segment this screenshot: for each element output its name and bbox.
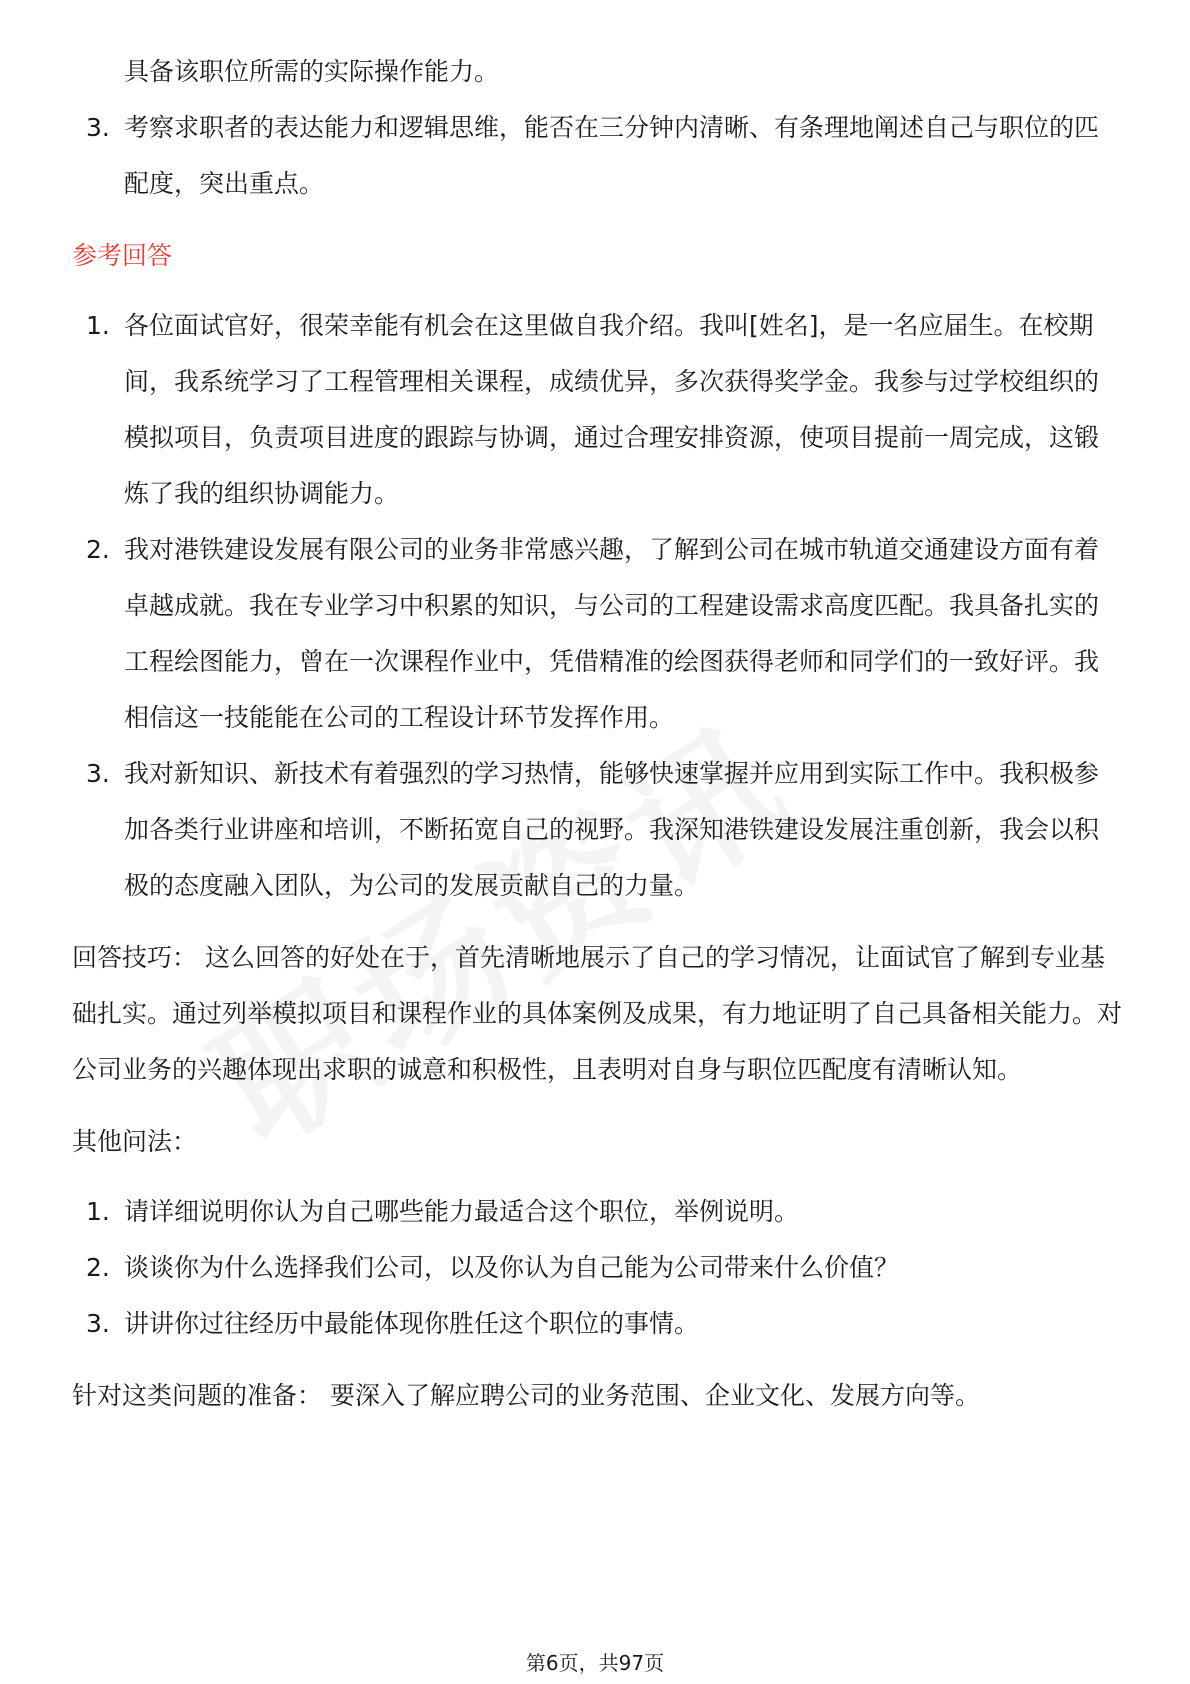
reference-answer-list [72,298,1122,914]
preparation-text: 要深入了解应聘公司的业务范围、企业文化、发展方向等。 [329,1381,980,1410]
list-text: 我对新知识、新技术有着强烈的学习热情，能够快速掌握并应用到实际工作中。我积极参加各类行业讲座和培训，不断拓宽自己的视野。我深知港铁建设发展注重创新，我会以积极的态度融入团队，为公司的发展贡献自己的力量。 [124,759,1100,900]
list-number: 3. [86,1309,110,1338]
list-item [72,1184,1122,1240]
reference-answer-heading: 参考回答 [72,241,173,270]
answer-tips [72,930,1122,1098]
list-text: 请详细说明你认为自己哪些能力最适合这个职位，举例说明。 [124,1197,800,1226]
other-questions-list [72,1184,1122,1352]
list-number: 1. [86,1197,110,1226]
list-item [72,100,1122,212]
list-number: 2. [86,535,110,564]
list-number: 3. [86,759,110,788]
continuation-text: 具备该职位所需的实际操作能力。 [124,57,500,86]
list-number: 2. [86,1253,110,1282]
list-item [72,1296,1122,1352]
document-content [72,44,1122,1424]
preparation-note [72,1368,1122,1424]
list-number: 1. [86,311,110,340]
other-questions-heading: 其他问法： [72,1127,198,1156]
list-item [72,1240,1122,1296]
list-item [72,298,1122,522]
list-text: 考察求职者的表达能力和逻辑思维，能否在三分钟内清晰、有条理地阐述自己与职位的匹配度，突出重点。 [124,113,1100,198]
list-text: 谈谈你为什么选择我们公司，以及你认为自己能为公司带来什么价值？ [124,1253,900,1282]
list-item [72,522,1122,746]
list-text: 讲讲你过往经历中最能体现你胜任这个职位的事情。 [124,1309,700,1338]
list-number: 3. [86,113,110,142]
list-item [72,746,1122,914]
list-text: 我对港铁建设发展有限公司的业务非常感兴趣，了解到公司在城市轨道交通建设方面有着卓越成就。我在专业学习中积累的知识，与公司的工程建设需求高度匹配。我具备扎实的工程绘图能力，曾在一次课程作业中，凭借精准的绘图获得老师和同学们的一致好评。我相信这一技能能在公司的工程设计环节发挥作用。 [124,535,1100,732]
answer-tips-text: 这么回答的好处在于，首先清晰地展示了自己的学习情况，让面试官了解到专业基础扎实。通过列举模拟项目和课程作业的具体案例及成果，有力地证明了自己具备相关能力。对公司业务的兴趣体现出求职的诚意和积极性，且表明对自身与职位匹配度有清晰认知。 [72,943,1123,1084]
answer-tips-label: 回答技巧： [72,943,198,972]
page-number: 第6页，共97页 [525,1651,665,1675]
preparation-label: 针对这类问题的准备： [72,1381,323,1410]
list-text: 各位面试官好，很荣幸能有机会在这里做自我介绍。我叫[姓名]，是一名应届生。在校期间，我系统学习了工程管理相关课程，成绩优异，多次获得奖学金。我参与过学校组织的模拟项目，负责项目进度的跟踪与协调，通过合理安排资源，使项目提前一周完成，这锻炼了我的组织协调能力。 [124,311,1100,508]
intro-list [72,100,1122,212]
